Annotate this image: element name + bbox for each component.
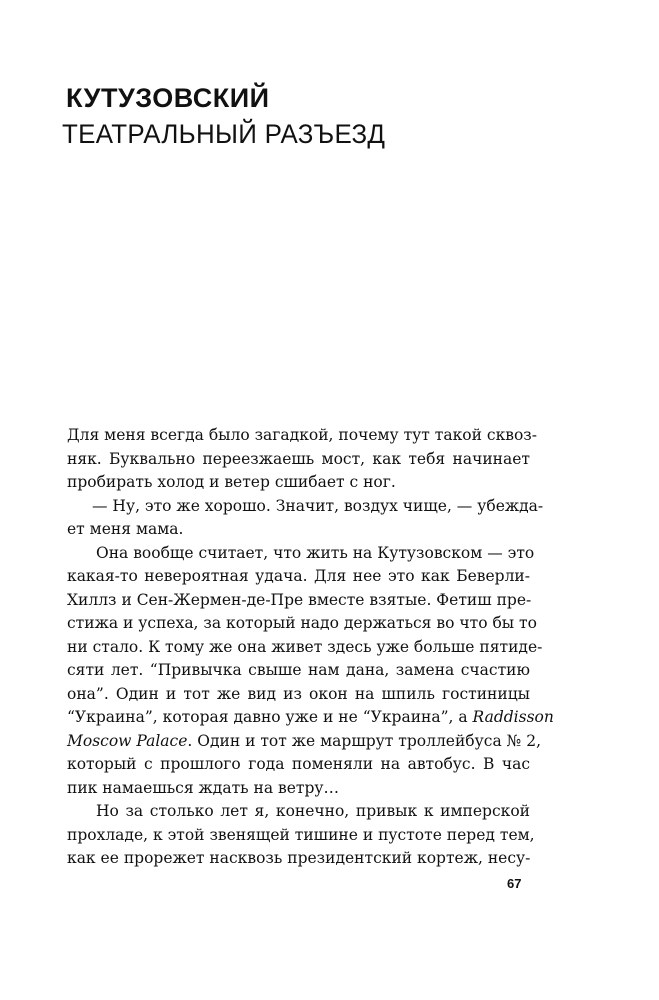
body-text (67, 424, 554, 871)
text-line: — Ну, это же хорошо. Значит, воздух чище, — убежда- (92, 496, 544, 515)
text-line (67, 706, 554, 730)
text-line: ни стало. К тому же она живет здесь уже больше пятиде- (67, 637, 543, 656)
text-line: какая-то невероятная удача. Для нее это как Беверли- (67, 567, 530, 585)
text-line: ет меня мама. (67, 520, 184, 538)
text-line (67, 730, 541, 754)
page-number: 67 (507, 876, 522, 891)
italic-text: Raddisson (472, 708, 554, 726)
text-line: стижа и успеха, за который надо держаться во что бы то (67, 614, 537, 632)
text-line: прохладе, к этой звенящей тишине и пустоте перед тем, (67, 825, 535, 844)
italic-text: Moscow Palace (67, 731, 188, 750)
text-line: она”. Один и тот же вид из окон на шпиль гостиницы (67, 684, 530, 703)
text-line: няк. Буквально переезжаешь мост, как тебя начинает (67, 449, 530, 468)
text-line: Но за столько лет я, конечно, привык к имперской (96, 802, 530, 820)
chapter-subtitle: ТЕАТРАЛЬНЫЙ РАЗЪЕЗД (62, 119, 386, 149)
text-line: Для меня всегда было загадкой, почему тут такой сквоз- (67, 426, 538, 444)
chapter-header (62, 82, 586, 151)
text-line: Хиллз и Сен-Жермен-де-Пре вместе взятые. Фетиш пре- (67, 590, 532, 609)
text-line: пик намаешься ждать на ветру… (67, 778, 340, 797)
text-line: сяти лет. “Привычка свыше нам дана, замена счастию (67, 661, 530, 679)
text-line: который с прошлого года поменяли на автобус. В час (67, 755, 530, 773)
text-segment: “Украина”, которая давно уже и не “Украина”, а (67, 708, 473, 726)
text-line: пробирать холод и ветер сшибает с ног. (67, 473, 396, 491)
text-line: как ее прорежет насквозь президентский кортеж, несу- (67, 849, 531, 867)
chapter-title: КУТУЗОВСКИЙ (66, 83, 270, 113)
text-line: Она вообще считает, что жить на Кутузовском — это (96, 543, 535, 562)
text-segment: . Один и тот же маршрут троллейбуса № 2, (187, 731, 541, 750)
